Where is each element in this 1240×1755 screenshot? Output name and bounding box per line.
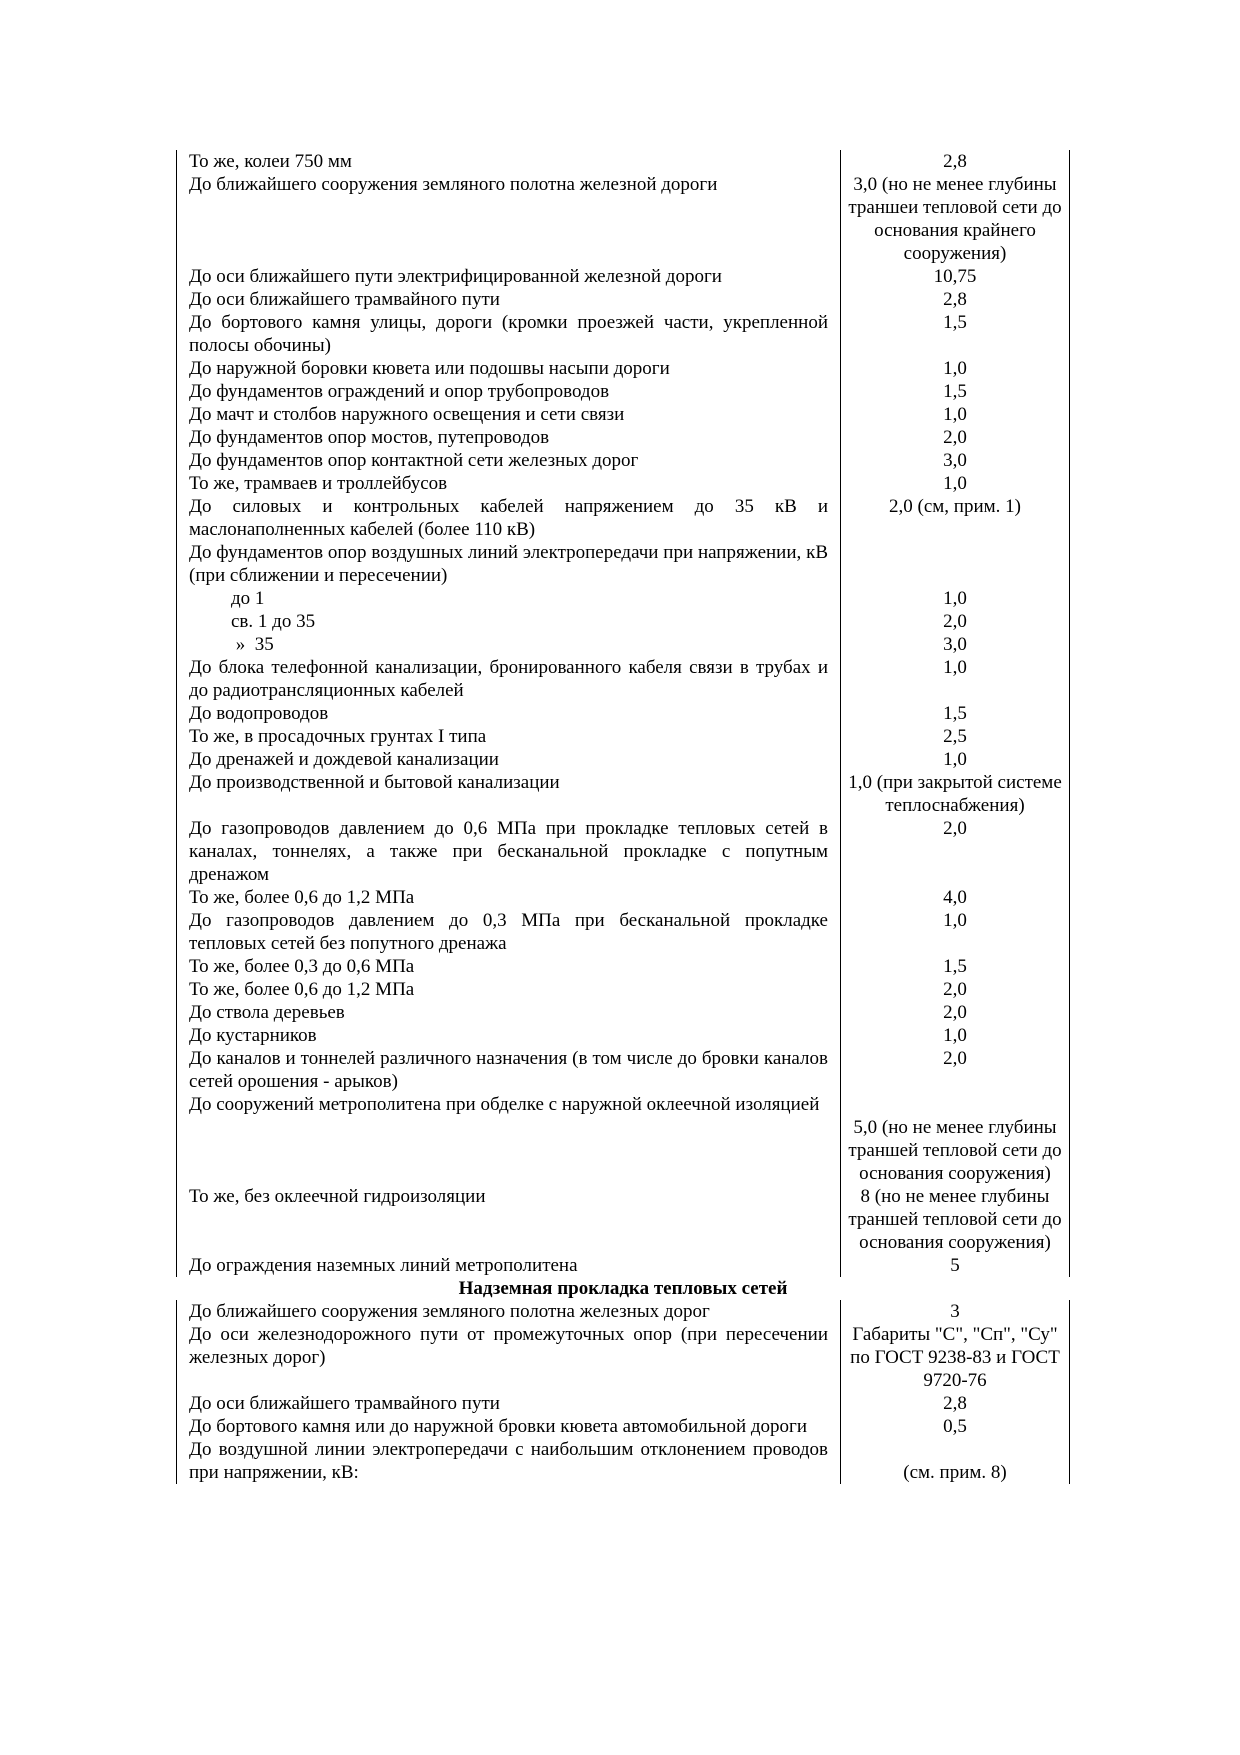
row-value: (см. прим. 8) bbox=[841, 1438, 1070, 1484]
table-row bbox=[176, 633, 1070, 656]
row-value: 1,0 bbox=[841, 472, 1070, 495]
row-value: 1,5 bbox=[841, 702, 1070, 725]
table-row bbox=[176, 1323, 1070, 1392]
table-row bbox=[176, 978, 1070, 1001]
table-row bbox=[176, 380, 1070, 403]
row-label bbox=[176, 633, 841, 656]
row-value: 2,0 bbox=[841, 426, 1070, 449]
table-row bbox=[176, 748, 1070, 771]
table-row bbox=[176, 288, 1070, 311]
table-row bbox=[176, 1438, 1070, 1484]
table-row bbox=[176, 955, 1070, 978]
table-row bbox=[176, 610, 1070, 633]
table-row bbox=[176, 311, 1070, 357]
row-label: До фундаментов опор мостов, путепроводов bbox=[176, 426, 841, 449]
table-row bbox=[176, 1415, 1070, 1438]
table-row bbox=[176, 702, 1070, 725]
table-row bbox=[176, 1024, 1070, 1047]
row-value: 1,5 bbox=[841, 955, 1070, 978]
row-label: То же, в просадочных грунтах I типа bbox=[176, 725, 841, 748]
row-label: До сооружений метрополитена при обделке с наружной оклеечной изоляцией bbox=[176, 1093, 841, 1185]
row-value: 2,0 bbox=[841, 1001, 1070, 1024]
row-label-text: св. 1 до 35 bbox=[231, 611, 316, 632]
row-label-text: » 35 bbox=[231, 634, 274, 655]
row-value: 1,0 bbox=[841, 1024, 1070, 1047]
table-row bbox=[176, 587, 1070, 610]
row-label: До дренажей и дождевой канализации bbox=[176, 748, 841, 771]
table-row bbox=[176, 1093, 1070, 1185]
row-label: До кустарников bbox=[176, 1024, 841, 1047]
row-label: До ствола деревьев bbox=[176, 1001, 841, 1024]
row-label: То же, более 0,6 до 1,2 МПа bbox=[176, 978, 841, 1001]
table-row bbox=[176, 1300, 1070, 1323]
distances-table bbox=[176, 150, 1070, 1484]
table-row bbox=[176, 1185, 1070, 1254]
row-value: 2,8 bbox=[841, 288, 1070, 311]
row-value: 2,0 bbox=[841, 978, 1070, 1001]
row-value: 2,5 bbox=[841, 725, 1070, 748]
row-label: То же, без оклеечной гидроизоляции bbox=[176, 1185, 841, 1254]
table-row bbox=[176, 403, 1070, 426]
row-value: 1,0 bbox=[841, 656, 1070, 702]
row-label: До фундаментов опор воздушных линий электропередачи при напряжении, кВ (при сближении и пересечении) bbox=[176, 541, 841, 587]
row-label: До водопроводов bbox=[176, 702, 841, 725]
row-label: До газопроводов давлением до 0,3 МПа при бесканальной прокладке тепловых сетей без попутного дренажа bbox=[176, 909, 841, 955]
row-value: 1,5 bbox=[841, 380, 1070, 403]
section-heading: Надземная прокладка тепловых сетей bbox=[458, 1278, 788, 1299]
row-value: 1,5 bbox=[841, 311, 1070, 357]
row-label: До бортового камня улицы, дороги (кромки проезжей части, укрепленной полосы обочины) bbox=[176, 311, 841, 357]
row-label: До фундаментов ограждений и опор трубопроводов bbox=[176, 380, 841, 403]
row-value bbox=[841, 541, 1070, 587]
table-row bbox=[176, 357, 1070, 380]
table-row bbox=[176, 1392, 1070, 1415]
table-row bbox=[176, 1047, 1070, 1093]
row-value: Габариты "С", "Сп", "Су" по ГОСТ 9238-83 и ГОСТ 9720-76 bbox=[841, 1323, 1070, 1392]
table-row bbox=[176, 265, 1070, 288]
row-value: 2,0 (см, прим. 1) bbox=[841, 495, 1070, 541]
row-label: До блока телефонной канализации, бронированного кабеля связи в трубах и до радиотрансляционных кабелей bbox=[176, 656, 841, 702]
row-value: 2,0 bbox=[841, 1047, 1070, 1093]
row-label: До оси ближайшего пути электрифицированной железной дороги bbox=[176, 265, 841, 288]
row-label: До производственной и бытовой канализации bbox=[176, 771, 841, 817]
row-label: До силовых и контрольных кабелей напряжением до 35 кВ и маслонаполненных кабелей (более 110 кВ) bbox=[176, 495, 841, 541]
row-value: 3,0 bbox=[841, 449, 1070, 472]
row-value: 3 bbox=[841, 1300, 1070, 1323]
row-label: До ближайшего сооружения земляного полотна железной дороги bbox=[176, 173, 841, 265]
table-row bbox=[176, 495, 1070, 541]
row-label: До ближайшего сооружения земляного полотна железных дорог bbox=[176, 1300, 841, 1323]
table-row bbox=[176, 1254, 1070, 1277]
row-label: До оси железнодорожного пути от промежуточных опор (при пересечении железных дорог) bbox=[176, 1323, 841, 1392]
row-value: 1,0 bbox=[841, 357, 1070, 380]
row-value: 5,0 (но не менее глубины траншей тепловой сети до основания сооружения) bbox=[841, 1093, 1070, 1185]
row-label: То же, колеи 750 мм bbox=[176, 150, 841, 173]
row-value: 2,8 bbox=[841, 150, 1070, 173]
row-value: 0,5 bbox=[841, 1415, 1070, 1438]
row-label: То же, более 0,6 до 1,2 МПа bbox=[176, 886, 841, 909]
row-label bbox=[176, 610, 841, 633]
row-label: До наружной боровки кювета или подошвы насыпи дороги bbox=[176, 357, 841, 380]
row-value: 1,0 bbox=[841, 587, 1070, 610]
table-row bbox=[176, 725, 1070, 748]
row-label: До фундаментов опор контактной сети железных дорог bbox=[176, 449, 841, 472]
row-label: До газопроводов давлением до 0,6 МПа при прокладке тепловых сетей в каналах, тоннелях, а также при бесканальной прокладке с попутным дренажом bbox=[176, 817, 841, 886]
table-row bbox=[176, 909, 1070, 955]
row-label: До ограждения наземных линий метрополитена bbox=[176, 1254, 841, 1277]
row-value: 2,0 bbox=[841, 817, 1070, 886]
row-label: До воздушной линии электропередачи с наибольшим отклонением проводов при напряжении, кВ: bbox=[176, 1438, 841, 1484]
row-value: 8 (но не менее глубины траншей тепловой сети до основания сооружения) bbox=[841, 1185, 1070, 1254]
row-label: То же, трамваев и троллейбусов bbox=[176, 472, 841, 495]
table-row bbox=[176, 426, 1070, 449]
row-value: 2,8 bbox=[841, 1392, 1070, 1415]
row-value: 1,0 (при закрытой системе теплоснабжения) bbox=[841, 771, 1070, 817]
table-row bbox=[176, 449, 1070, 472]
row-value: 5 bbox=[841, 1254, 1070, 1277]
table-row bbox=[176, 541, 1070, 587]
table-row bbox=[176, 771, 1070, 817]
row-value: 3,0 (но не менее глубины траншеи тепловой сети до основания крайнего сооружения) bbox=[841, 173, 1070, 265]
row-value: 4,0 bbox=[841, 886, 1070, 909]
row-label: До оси ближайшего трамвайного пути bbox=[176, 1392, 841, 1415]
row-value: 1,0 bbox=[841, 748, 1070, 771]
row-label-text: до 1 bbox=[231, 588, 265, 609]
row-label: До оси ближайшего трамвайного пути bbox=[176, 288, 841, 311]
row-label: До каналов и тоннелей различного назначения (в том числе до бровки каналов сетей орошения - арыков) bbox=[176, 1047, 841, 1093]
row-value: 1,0 bbox=[841, 403, 1070, 426]
table-row bbox=[176, 1001, 1070, 1024]
table-row bbox=[176, 817, 1070, 886]
table-row bbox=[176, 886, 1070, 909]
row-label: То же, более 0,3 до 0,6 МПа bbox=[176, 955, 841, 978]
table-row bbox=[176, 150, 1070, 173]
row-label: До бортового камня или до наружной бровки кювета автомобильной дороги bbox=[176, 1415, 841, 1438]
row-value: 10,75 bbox=[841, 265, 1070, 288]
row-value: 2,0 bbox=[841, 610, 1070, 633]
table-row bbox=[176, 656, 1070, 702]
row-value: 3,0 bbox=[841, 633, 1070, 656]
row-label: До мачт и столбов наружного освещения и сети связи bbox=[176, 403, 841, 426]
table-row bbox=[176, 173, 1070, 265]
row-label bbox=[176, 587, 841, 610]
row-value: 1,0 bbox=[841, 909, 1070, 955]
table-row bbox=[176, 472, 1070, 495]
